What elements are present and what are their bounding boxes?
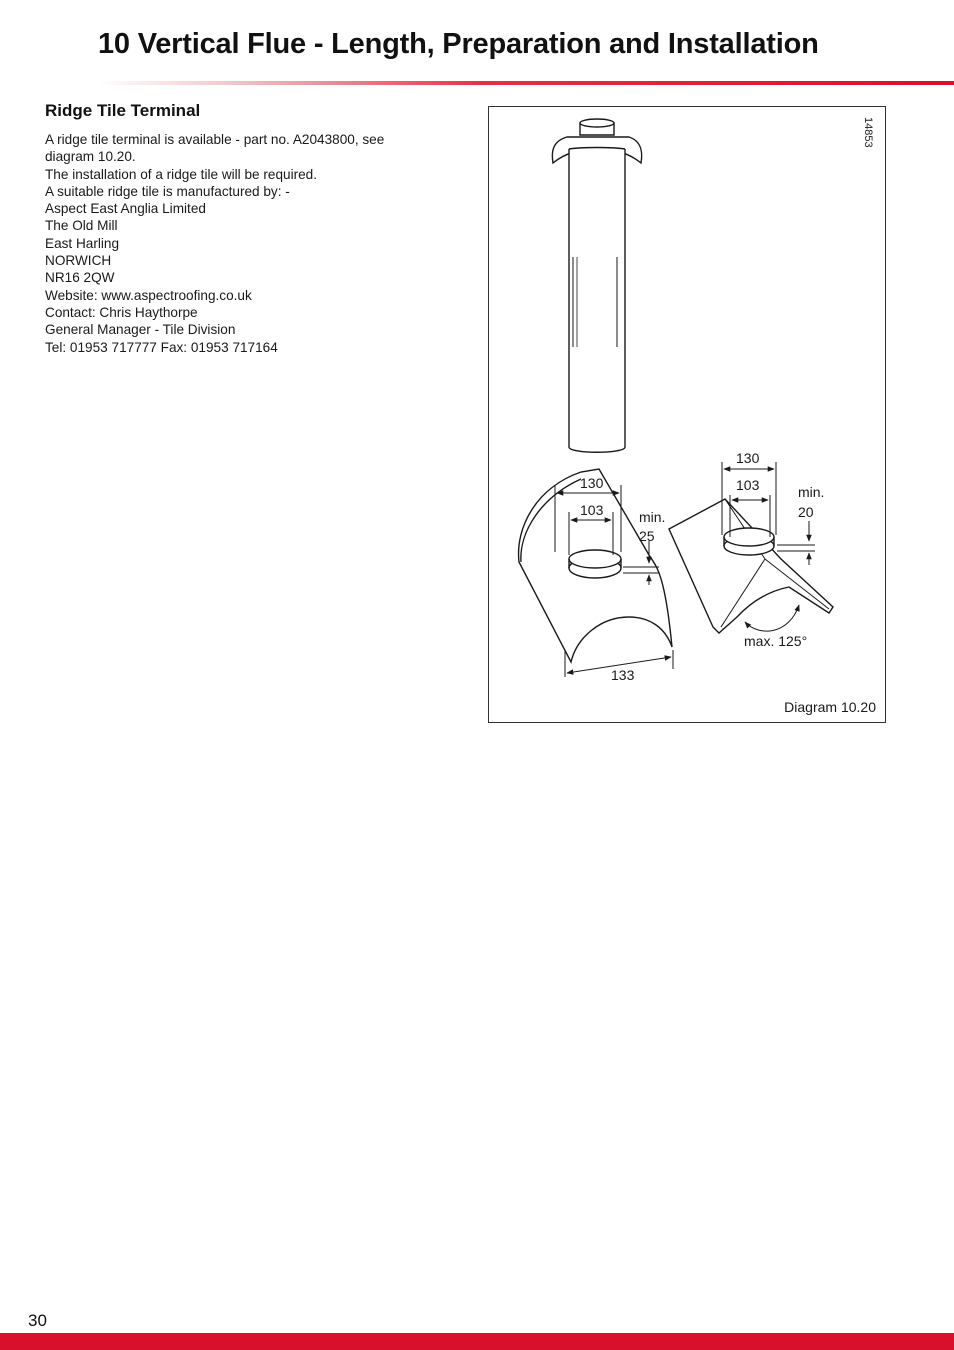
body-line: diagram 10.20. — [45, 149, 136, 165]
right-outer-dimension: 130 — [736, 450, 760, 466]
ridge-tile-diagram — [489, 107, 885, 722]
body-line: NORWICH — [45, 253, 112, 269]
body-line: The installation of a ridge tile will be required. — [45, 166, 318, 182]
section-heading: Ridge Tile Terminal — [45, 101, 201, 120]
body-line: The Old Mill — [45, 218, 118, 234]
title-rule — [98, 81, 954, 85]
diagram-frame — [488, 106, 886, 723]
body-line: Aspect East Anglia Limited — [45, 201, 206, 217]
page-number: 30 — [28, 1311, 47, 1330]
left-inner-dimension: 103 — [580, 502, 604, 518]
body-line: NR16 2QW — [45, 270, 115, 286]
angle-label: max. 125° — [744, 633, 808, 649]
drawing-reference-number: 14853 — [862, 117, 874, 148]
flue-terminal-drawing — [552, 119, 641, 452]
right-min-label: min. — [798, 484, 825, 500]
body-line: A suitable ridge tile is manufactured by: - — [45, 183, 290, 199]
right-inner-dimension: 103 — [736, 477, 760, 493]
left-base-dimension: 133 — [611, 667, 635, 683]
body-line: General Manager - Tile Division — [45, 322, 236, 338]
body-text — [45, 131, 445, 356]
left-min-value: 25 — [639, 528, 655, 544]
left-min-label: min. — [639, 509, 666, 525]
footer-bar — [0, 1333, 954, 1350]
body-line: A ridge tile terminal is available - part no. A2043800, see — [45, 132, 385, 147]
left-outer-dimension: 130 — [580, 475, 604, 491]
round-ridge-tile-drawing — [519, 469, 672, 662]
body-line: Contact: Chris Haythorpe — [45, 304, 198, 320]
body-line: East Harling — [45, 235, 120, 251]
page-title: 10 Vertical Flue - Length, Preparation and Installation — [98, 28, 819, 60]
diagram-caption: Diagram 10.20 — [784, 699, 876, 715]
right-min-value: 20 — [798, 504, 814, 520]
body-line: Tel: 01953 717777 Fax: 01953 717164 — [45, 339, 278, 355]
body-line: Website: www.aspectroofing.co.uk — [45, 287, 252, 303]
